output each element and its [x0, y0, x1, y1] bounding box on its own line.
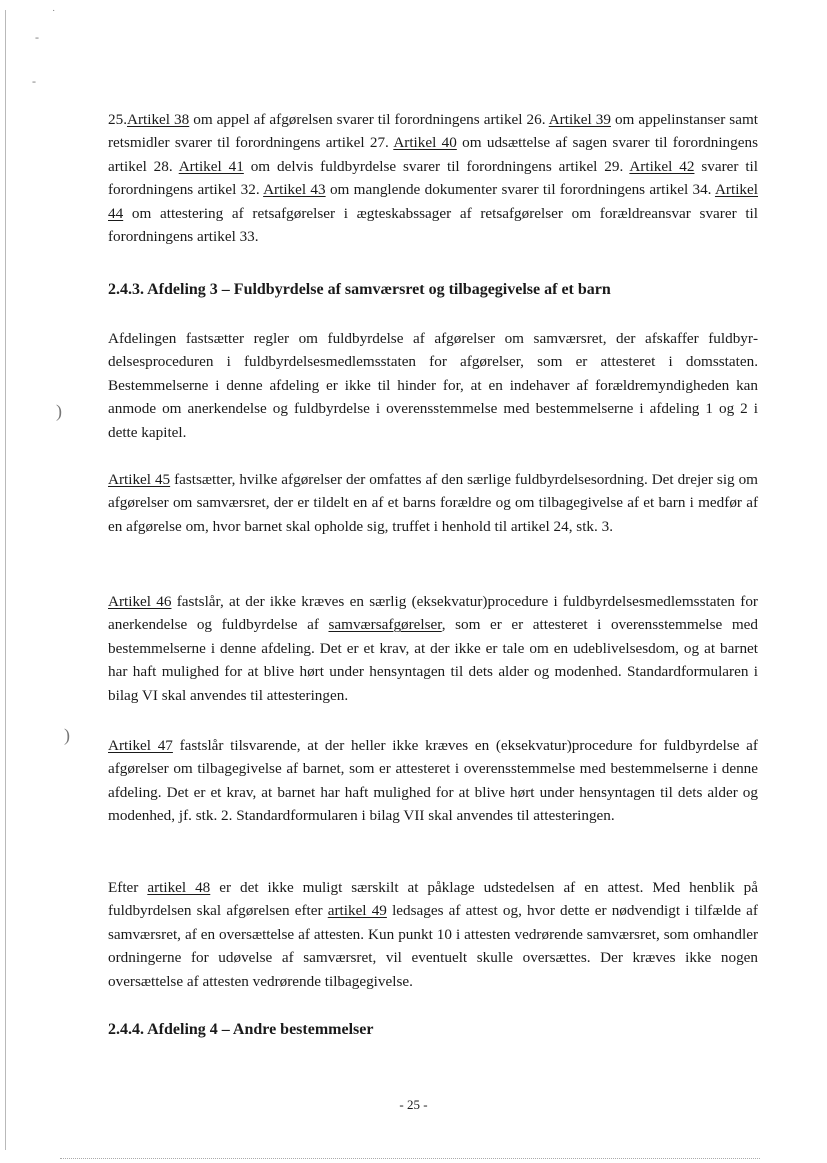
- paragraph-text: Afdelingen fastsætter regler om fuldbyrdelse af afgørelser om samværsret, der afskaffer fuldbyrdelsesproceduren i fuldbyrdelsesmedlemsstaten for afgørelser, som er attesteret i domsstaten. Bestemmelserne i denne afdeling er ikke til hinder for, at en indehaver af forældremyndigheden kan anmode om anerkendelse og fuldbyrdelse i overensstemmelse med bestemmelserne i afdeling 1 og 2 i dette kapitel.: [108, 330, 758, 441]
- paragraph-article-45: [108, 468, 758, 538]
- scan-mark: -: [32, 74, 36, 88]
- article-49-link[interactable]: artikel 49: [327, 902, 387, 920]
- section-heading-2-4-4: 2.4.4. Afdeling 4 – Andre bestemmelser: [108, 1021, 374, 1038]
- article-38-link[interactable]: Artikel 38: [126, 111, 190, 128]
- paragraph-text: ledsages af attest og, hvor dette er nødvendigt i tilfælde af samværsret, af en oversættelse af attesten. Kun punkt 10 i attesten vedrørende samværsret, som omhandler ordningerne for udøvelse af samværsret, vil eventuelt skulle oversættes. Der kræves ikke nogen oversættelse af attesten vedrørende tilbagegivelse.: [108, 902, 758, 990]
- paragraph-text: om manglende dokumenter svarer til forordningens artikel 34.: [325, 181, 715, 199]
- article-42-link[interactable]: Artikel 42: [629, 157, 695, 175]
- paragraph-text: om udsættelse af sagen svarer til forordningens artikel 28.: [108, 134, 758, 175]
- paragraph-text: om appel af afgørelsen svarer til forordningens artikel 26.: [189, 111, 549, 128]
- paragraph-text: er det ikke muligt særskilt at påklage udstedelsen af en attest. Med henblik på fuldbyrdelsen skal afgørelsen efter: [108, 879, 758, 920]
- paragraph-text: , som er er attesteret i overensstemmelse med bestemmelserne i denne afdeling. Det er et krav, at der ikke er tale om en udeblivelsesdom, og at barnet har haft mulighed for at blive hørt under hensyntagen til dets alder og modenhed. Standardformularen i bilag VI skal anvendes til attesteringen.: [108, 616, 759, 704]
- paragraph-text: om appelinstanser samt retsmidler svarer til forordningens artikel 27.: [108, 111, 758, 152]
- article-43-link[interactable]: Artikel 43: [263, 181, 326, 199]
- article-40-link[interactable]: Artikel 40: [393, 134, 457, 152]
- article-46-link[interactable]: Artikel 46: [108, 593, 172, 610]
- paragraph-articles-38-44: [108, 108, 758, 248]
- punch-hole-mark: ): [56, 401, 62, 421]
- paragraph-prefix: Efter: [108, 879, 148, 896]
- article-45-link[interactable]: Artikel 45: [108, 471, 171, 488]
- paragraph-articles-48-49: [108, 876, 758, 993]
- paragraph-text: om attestering af retsafgørelser i ægteskabssager af retsafgørelser om forældreansvar svarer til forordningens artikel 33.: [108, 204, 758, 246]
- scan-edge-dots: [60, 1158, 760, 1159]
- paragraph-article-47: [108, 734, 758, 828]
- scan-edge-line: [5, 10, 6, 1150]
- article-44-link[interactable]: Artikel 44: [108, 181, 758, 222]
- paragraph-afdeling-3-intro: [108, 327, 758, 444]
- article-39-link[interactable]: Artikel 39: [548, 111, 611, 128]
- article-41-link[interactable]: Artikel 41: [178, 157, 244, 175]
- scan-mark: -: [35, 30, 39, 44]
- paragraph-text: fastsætter, hvilke afgørelser der omfattes af den særlige fuldbyrdelsesordning. Det drejer sig om afgørelser om samværsret, der er tildelt en af et barns forældre og om tilbagegivelse af et barn i medfør af en afgørelse om, hvor barnet skal opholde sig, truffet i henhold til artikel 24, stk. 3.: [108, 471, 758, 535]
- samvaersafgoerelser-link[interactable]: samværsafgørelser: [328, 616, 442, 634]
- page-number: - 25 -: [399, 1097, 428, 1112]
- article-47-link[interactable]: Artikel 47: [108, 737, 173, 754]
- article-48-link[interactable]: artikel 48: [147, 879, 211, 896]
- paragraph-article-46: [108, 590, 758, 707]
- paragraph-text: fastslår, at der ikke kræves en særlig (eksekvatur)procedure i fuldbyrdelsesmedlemsstaten for anerkendelse og fuldbyrdelse af: [108, 593, 758, 634]
- punch-hole-mark: ): [64, 725, 70, 745]
- paragraph-text: fastslår tilsvarende, at der heller ikke kræves en (eksekvatur)procedure for fuldbyrdelse af afgørelser om tilbagegivelse af barnet, som er attesteret i overensstemmelse med bestemmelserne i denne afdeling. Det er et krav, at barnet har haft mulighed for at blive hørt under hensyntagen til dets alder og modenhed, jf. stk. 2. Standardformularen i bilag VII skal anvendes til attesteringen.: [108, 737, 758, 825]
- paragraph-text: om delvis fuldbyrdelse svarer til forordningens artikel 29.: [243, 157, 630, 175]
- paragraph-text: svarer til forordningens artikel 32.: [108, 157, 758, 199]
- scan-mark: ˙: [52, 9, 56, 20]
- section-heading-2-4-3: 2.4.3. Afdeling 3 – Fuldbyrdelse af samværsret og tilbagegivelse af et barn: [108, 281, 611, 298]
- paragraph-prefix: 25.: [108, 111, 127, 128]
